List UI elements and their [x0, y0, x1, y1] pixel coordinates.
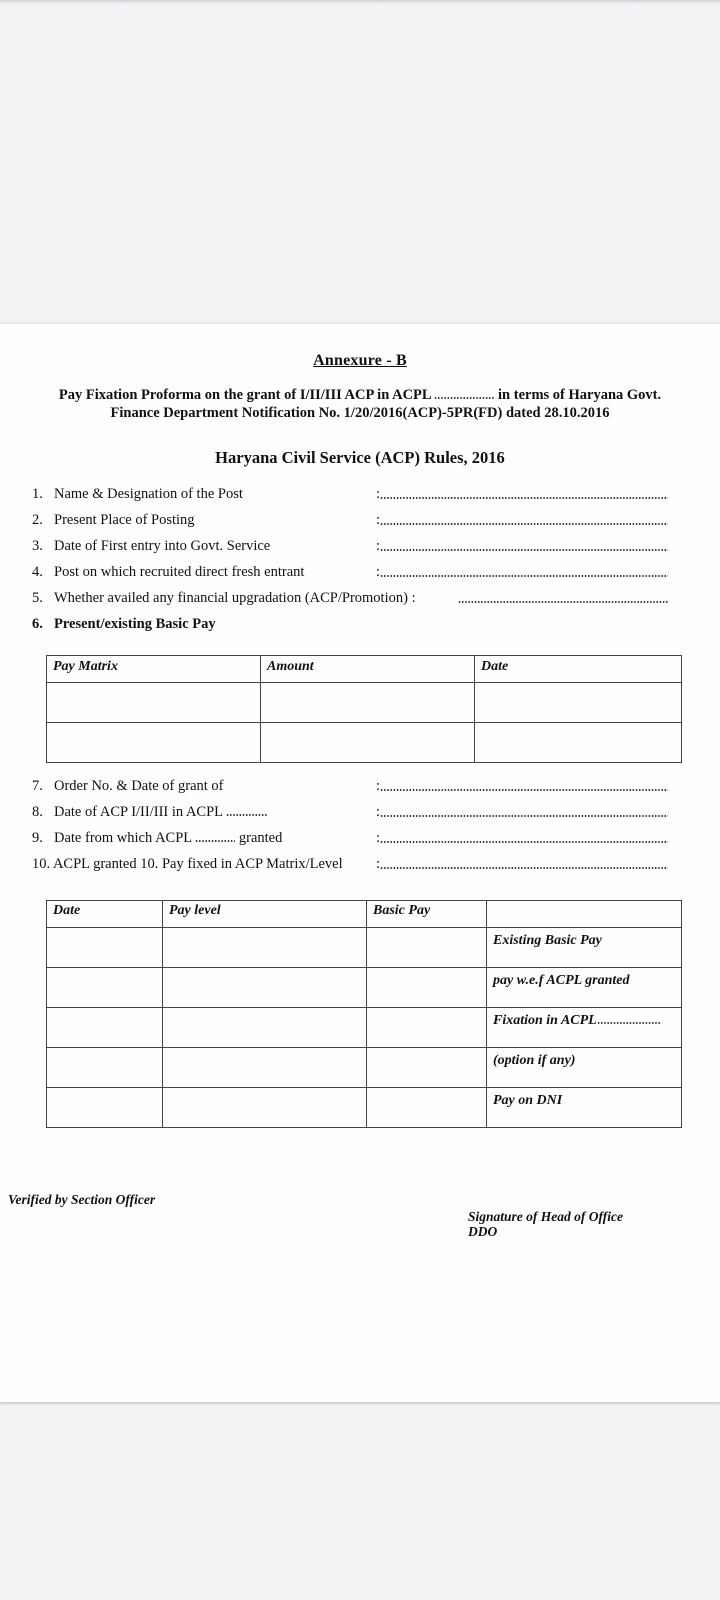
field-3-label: 3. Date of First entry into Govt. Service [32, 538, 271, 554]
field-5-label: 5. Whether availed any financial upgradation (ACP/Promotion) : [32, 590, 416, 606]
document-page[interactable] [0, 324, 720, 1402]
table-row [47, 1088, 682, 1128]
pay-level-cell[interactable] [163, 1088, 367, 1128]
field-4-label: 4. Post on which recruited direct fresh entrant [32, 564, 305, 580]
basic-pay-cell[interactable] [367, 1008, 487, 1048]
row-label: (option if any) [487, 1048, 682, 1088]
table-row [47, 1008, 682, 1048]
date-cell[interactable] [47, 1008, 163, 1048]
pay-level-cell[interactable] [163, 1008, 367, 1048]
pay-matrix-cell[interactable] [47, 683, 261, 723]
blank-acpl-level[interactable] [195, 840, 235, 842]
table-header-row [47, 656, 682, 683]
top-edge-shadow [0, 0, 720, 4]
field-1-label: 1. Name & Designation of the Post [32, 486, 243, 502]
field-2-label: 2. Present Place of Posting [32, 512, 195, 528]
column-header: Pay Matrix [47, 656, 261, 683]
field-6-heading: 6. Present/existing Basic Pay [32, 616, 216, 632]
row-label: Pay on DNI [487, 1088, 682, 1128]
column-header: Date [47, 901, 163, 928]
field-7-label: 7. Order No. & Date of grant of [32, 778, 224, 794]
column-header [487, 901, 682, 928]
subtitle-line-1 [0, 387, 720, 404]
blank-acpl-level[interactable] [226, 814, 268, 816]
head-of-office-signature [468, 1209, 623, 1239]
amount-cell[interactable] [261, 683, 475, 723]
subtitle-line-2: Finance Department Notification No. 1/20/2016(ACP)-5PR(FD) dated 28.10.2016 [110, 405, 610, 421]
basic-pay-cell[interactable] [367, 968, 487, 1008]
basic-pay-table [46, 655, 682, 763]
rules-title: Haryana Civil Service (ACP) Rules, 2016 [215, 448, 505, 467]
field-7-input[interactable]: : [376, 776, 668, 796]
column-header: Amount [261, 656, 475, 683]
field-8-label: 8. Date of ACP I/II/III in ACPL [32, 802, 268, 822]
date-cell[interactable] [475, 723, 682, 763]
field-10-input[interactable]: : [376, 854, 668, 874]
subtitle-prefix: Pay Fixation Proforma on the grant of I/II/III ACP in ACPL [58, 387, 431, 403]
pay-level-cell[interactable] [163, 928, 367, 968]
field-2-input[interactable]: : [376, 510, 668, 530]
field-1-input[interactable]: : [376, 484, 668, 504]
field-9-input[interactable]: : [376, 828, 668, 848]
table-row [47, 968, 682, 1008]
column-header: Basic Pay [367, 901, 487, 928]
date-cell[interactable] [47, 928, 163, 968]
blank-acpl-level[interactable] [597, 1022, 661, 1024]
pay-level-cell[interactable] [163, 1048, 367, 1088]
table-row [47, 723, 682, 763]
date-cell[interactable] [47, 1048, 163, 1088]
table-header-row [47, 901, 682, 928]
pay-fixation-table [46, 900, 682, 1128]
table-row [47, 683, 682, 723]
date-cell[interactable] [47, 1088, 163, 1128]
field-10-label: 10. ACPL granted 10. Pay fixed in ACP Matrix/Level [32, 856, 343, 872]
amount-cell[interactable] [261, 723, 475, 763]
basic-pay-cell[interactable] [367, 1048, 487, 1088]
column-header: Pay level [163, 901, 367, 928]
row-label: Existing Basic Pay [487, 928, 682, 968]
row-label: pay w.e.f ACPL granted [487, 968, 682, 1008]
pay-level-cell[interactable] [163, 968, 367, 1008]
annexure-title: Annexure - B [313, 352, 407, 369]
date-cell[interactable] [475, 683, 682, 723]
field-5-input[interactable] [458, 588, 668, 608]
field-8-input[interactable]: : [376, 802, 668, 822]
column-header: Date [475, 656, 682, 683]
subtitle-suffix: in terms of Haryana Govt. [498, 387, 662, 403]
basic-pay-cell[interactable] [367, 1088, 487, 1128]
basic-pay-cell[interactable] [367, 928, 487, 968]
verified-by-label: Verified by Section Officer [8, 1192, 156, 1207]
date-cell[interactable] [47, 968, 163, 1008]
row-label: Fixation in ACPL [487, 1008, 682, 1048]
field-9-label: 9. Date from which ACPL granted [32, 830, 283, 846]
table-row [47, 1048, 682, 1088]
field-3-input[interactable]: : [376, 536, 668, 556]
head-of-office-label: Signature of Head of Office [468, 1209, 623, 1224]
ddo-label: DDO [468, 1224, 498, 1239]
table-row [47, 928, 682, 968]
pay-matrix-cell[interactable] [47, 723, 261, 763]
field-4-input[interactable]: : [376, 562, 668, 582]
blank-acpl-level[interactable] [434, 397, 494, 399]
